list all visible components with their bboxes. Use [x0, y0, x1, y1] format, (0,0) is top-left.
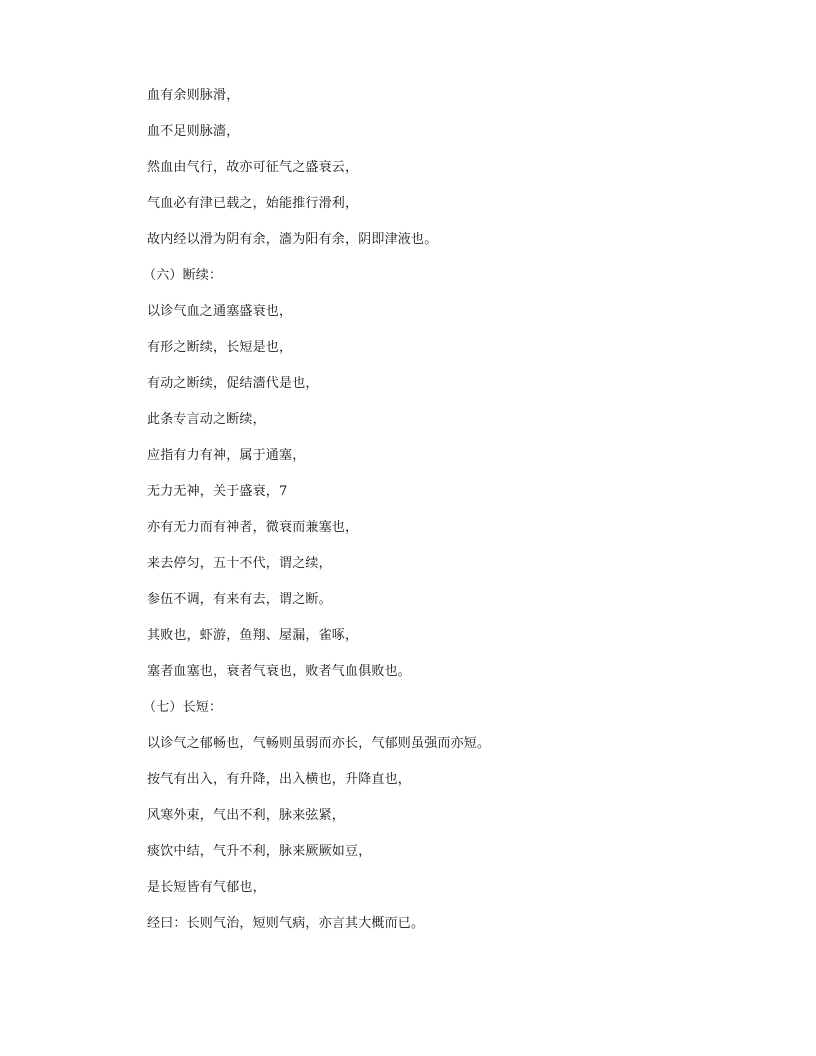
text-line: 以诊气之郁畅也，气畅则虽弱而亦长，气郁则虽强而亦短。 [147, 736, 491, 751]
text-line: 其败也，虾游，鱼翔、屋漏，雀啄， [147, 628, 359, 643]
text-line: 是长短皆有气郁也， [147, 880, 266, 895]
text-line: 无力无神，关于盛衰，7 [147, 484, 288, 499]
text-line: 此条专言动之断续， [147, 412, 266, 427]
text-line: 应指有力有神，属于通塞， [147, 448, 306, 463]
text-line: 风寒外束，气出不利，脉来弦紧， [147, 808, 346, 823]
text-line: 塞者血塞也，衰者气衰也，败者气血俱败也。 [147, 664, 412, 679]
section-heading: （六）断续： [143, 268, 223, 283]
text-line: 血不足则脉濇， [147, 124, 240, 139]
text-line: 有动之断续，促结濇代是也， [147, 376, 319, 391]
text-line: 故内经以滑为阴有余，濇为阳有余，阴即津液也。 [147, 232, 438, 247]
text-line: 参伍不调，有来有去，谓之断。 [147, 592, 332, 607]
text-line: 有形之断续，长短是也， [147, 340, 293, 355]
text-line: 来去停匀，五十不代，谓之续， [147, 556, 332, 571]
text-line: 以诊气血之通塞盛衰也， [147, 304, 293, 319]
text-line: 经曰：长则气治，短则气病，亦言其大概而已。 [147, 916, 425, 931]
text-line: 气血必有津已载之，始能推行滑利， [147, 196, 359, 211]
text-line: 亦有无力而有神者，微衰而兼塞也， [147, 520, 359, 535]
text-line: 血有余则脉滑， [147, 88, 240, 103]
text-line: 按气有出入，有升降，出入横也，升降直也， [147, 772, 412, 787]
document-body [143, 88, 767, 952]
text-line: 痰饮中结，气升不利，脉来厥厥如豆， [147, 844, 372, 859]
section-heading: （七）长短： [143, 700, 223, 715]
text-line: 然血由气行，故亦可征气之盛衰云， [147, 160, 359, 175]
